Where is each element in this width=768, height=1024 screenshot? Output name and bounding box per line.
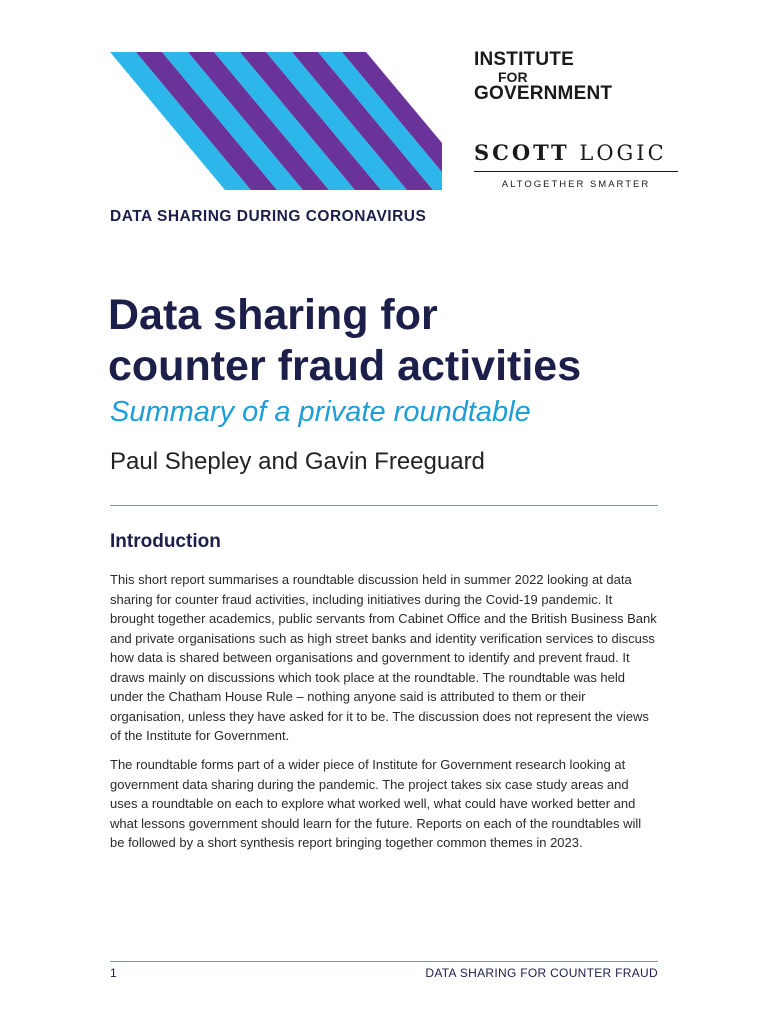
stripes-graphic	[110, 52, 442, 190]
scott-logic-word2: LOGIC	[579, 141, 667, 165]
document-subtitle: Summary of a private roundtable	[110, 396, 531, 428]
document-title	[108, 290, 581, 392]
title-line-1: Data sharing for	[108, 291, 438, 339]
series-label: DATA SHARING DURING CORONAVIRUS	[110, 208, 427, 225]
running-title: DATA SHARING FOR COUNTER FRAUD	[425, 966, 658, 980]
scott-logic-divider	[474, 171, 678, 172]
section-heading: Introduction	[110, 531, 221, 552]
ifg-logo	[474, 50, 612, 104]
scott-logic-logo	[474, 140, 678, 190]
ifg-logo-line3: GOVERNMENT	[474, 83, 613, 104]
scott-logic-tagline: ALTOGETHER SMARTER	[501, 179, 651, 190]
title-line-2: counter fraud activities	[108, 342, 582, 390]
scott-logic-name	[474, 140, 678, 165]
ifg-logo-line2: FOR	[498, 69, 528, 85]
footer-divider	[110, 961, 658, 962]
intro-paragraph-1: This short report summarises a roundtable discussion held in summer 2022 looking at data sharing for counter fraud activities, including initiatives during the Covid-19 pandemic. It brought together academics, public servants from Cabinet Office and the British Business Bank and private organisations such as high street banks and identity verification services to discuss how data is shared between organisations and government to identify and prevent fraud. It draws mainly on discussions which took place at the roundtable. The roundtable was held under the Chatham House Rule – nothing anyone said is attributed to them or their organisation, unless they have asked for it to be. The discussion does not represent the views of the Institute for Government.	[110, 572, 657, 743]
intro-paragraph-2: The roundtable forms part of a wider piece of Institute for Government research looking at government data sharing during the pandemic. The project takes six case study areas and uses a roundtable on each to explore what worked well, what could have worked better and what lessons government should learn for the future. Reports on each of the roundtables will be followed by a short synthesis report bringing together common themes in 2023.	[110, 757, 642, 850]
authors: Paul Shepley and Gavin Freeguard	[110, 448, 485, 475]
page-number: 1	[110, 966, 117, 980]
ifg-logo-line1: INSTITUTE	[474, 49, 574, 70]
title-divider	[110, 505, 658, 506]
scott-logic-word1: SCOTT	[474, 140, 570, 165]
